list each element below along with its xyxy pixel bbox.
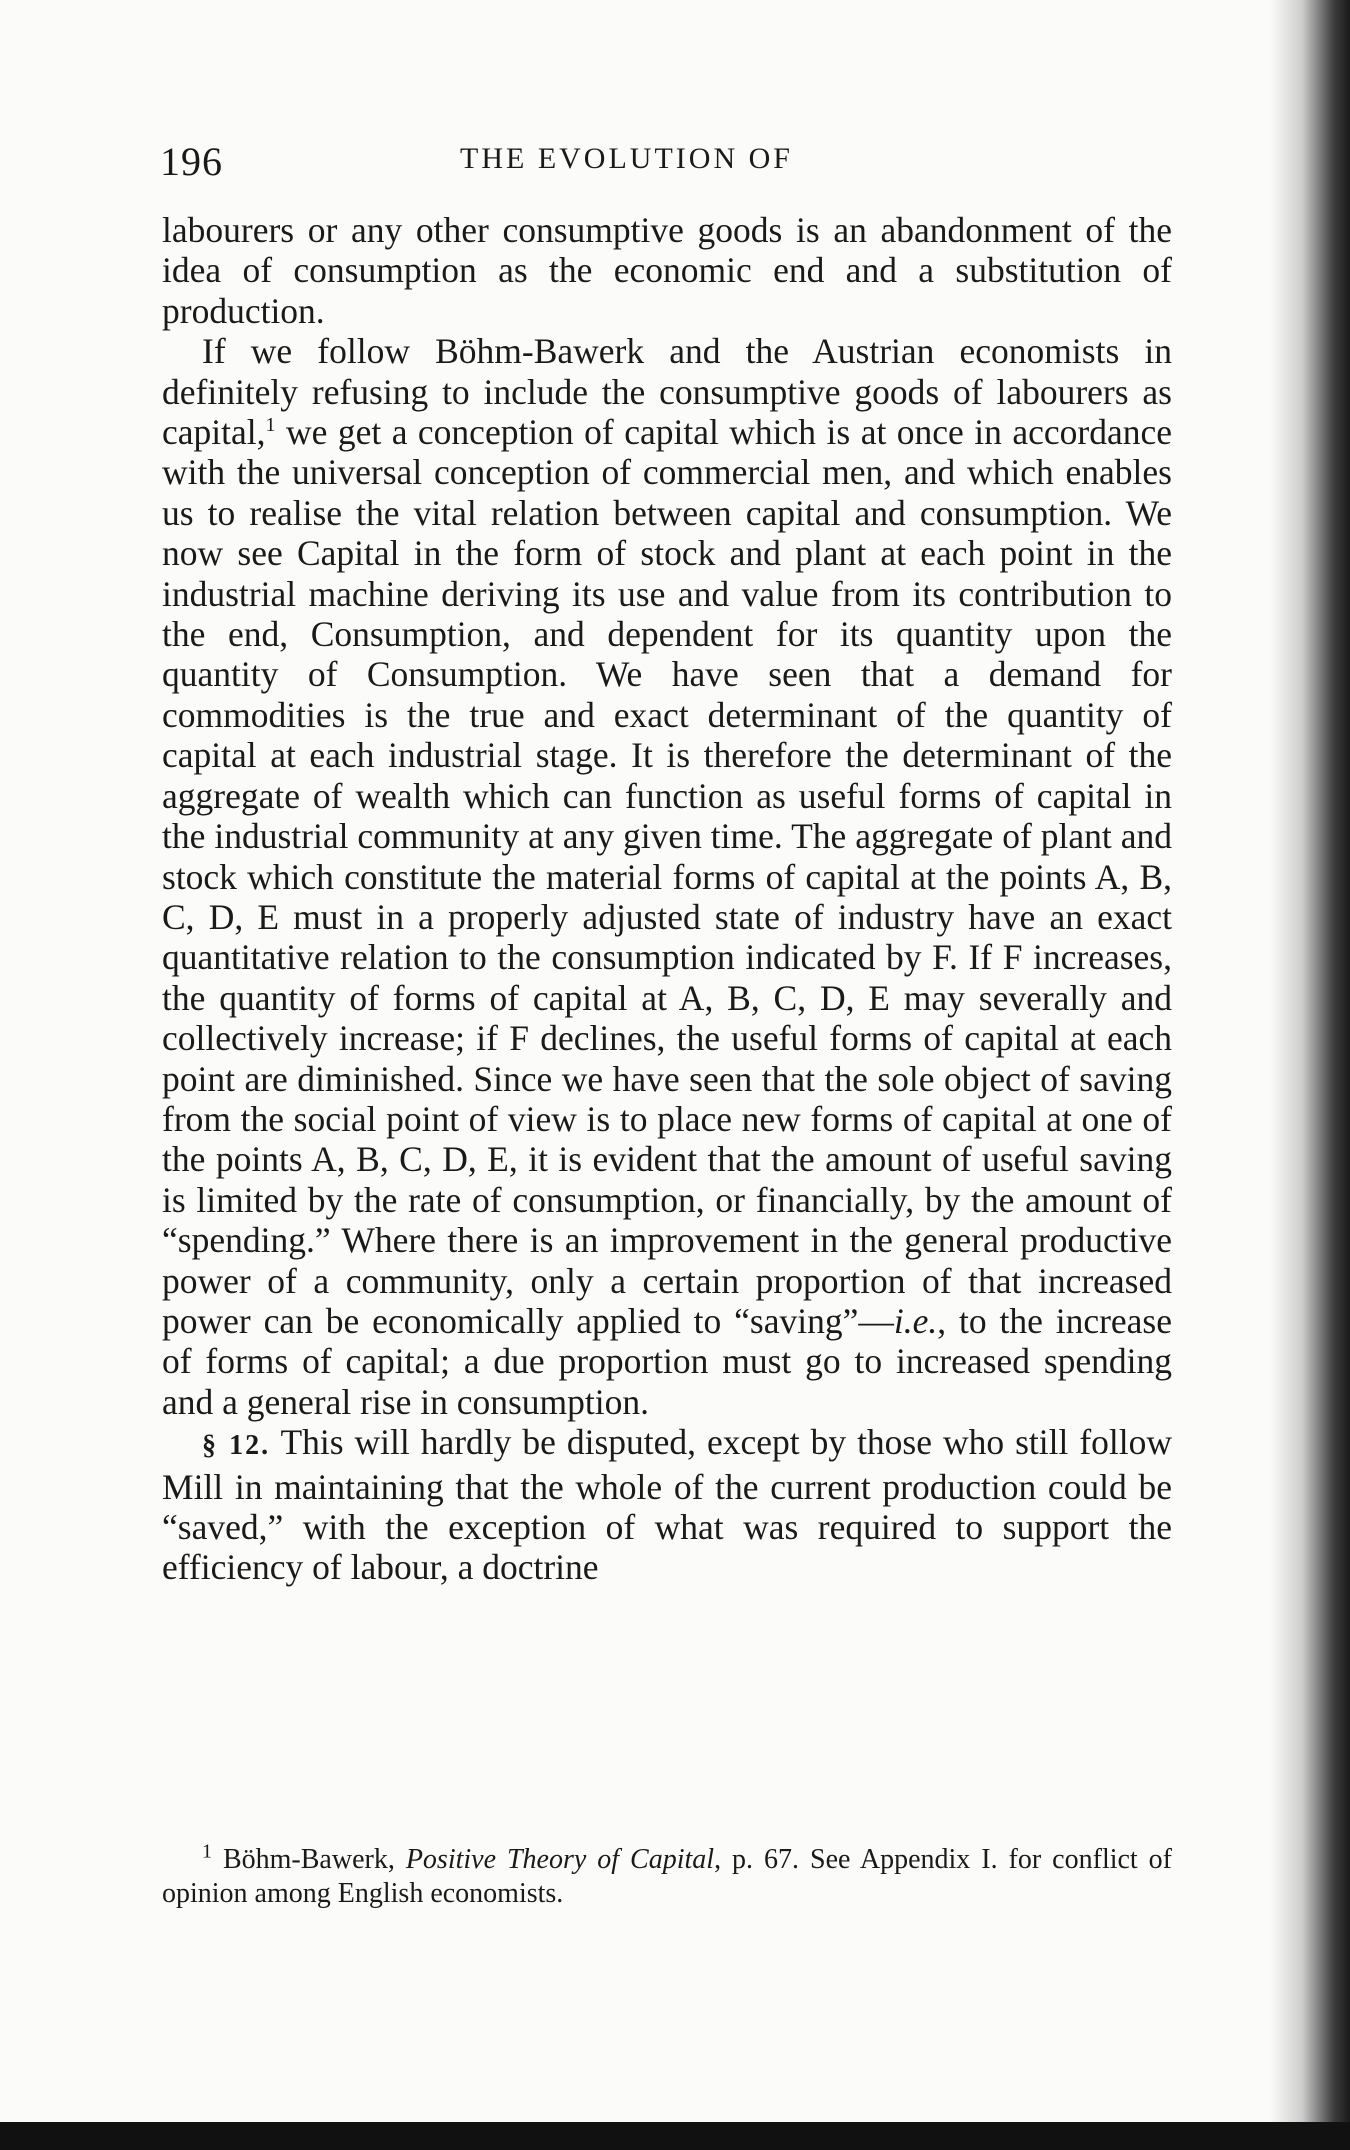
- footnote-author: Böhm-Bawerk,: [212, 1844, 406, 1875]
- footnote-rest: , p. 67. See Appendix I. for conflict of opinion among English economists.: [162, 1844, 1173, 1909]
- footnote-title: Positive Theory of Capital: [405, 1844, 715, 1875]
- paragraph-2-text-a: If we follow Böhm-Bawerk and the Austrian economists in definitely refusing to include the consumptive goods of labourers as capital,: [162, 331, 1172, 453]
- footnote-marker: 1: [202, 1840, 212, 1863]
- footnote-ref-1: 1: [265, 414, 276, 437]
- paragraph-2-italic: i.e.: [893, 1300, 938, 1341]
- section-number: § 12.: [202, 1430, 271, 1462]
- paragraph-2-text-c: , to the increase of forms of capital; a due proportion must go to increased spending and a general rise in consumption.: [162, 1300, 1172, 1422]
- footnote-1: [162, 1840, 1173, 1911]
- page-header: [160, 138, 1170, 182]
- paragraph-1: [162, 210, 1172, 331]
- scan-bottom-border: [0, 2122, 1350, 2150]
- paragraph-3: [162, 1422, 1172, 1588]
- page-edge-shadow: [1270, 0, 1350, 2150]
- paragraph-1-text: labourers or any other consumptive goods is an abandonment of the idea of consumption as the economic end and a substitution of production.: [162, 210, 1172, 331]
- page-number: 196: [160, 139, 223, 184]
- footnotes: [162, 1840, 1173, 1911]
- paragraph-2: [162, 331, 1172, 1422]
- paragraph-2-text-b: we get a conception of capital which is at once in accordance with the universal conception of commercial men, and which enables us to realise the vital relation between capital and consumption. We now see Capital in the form of stock and plant at each point in the industrial machine deriving its use and value from its contribution to the end, Consumption, and dependent for its quantity upon the quantity of Consumption. We have seen that a demand for commodities is the true and exact determinant of the quantity of capital at each industrial stage. It is therefore the determinant of the aggregate of wealth which can function as useful forms of capital in the industrial community at any given time. The aggregate of plant and stock which constitute the material forms of capital at the points A, B, C, D, E must in a properly adjusted state of industry have an exact quantitative relation to the consumption indicated by F. If F increases, the quantity of forms of capital at A, B, C, D, E may severally and collectively increase; if F declines, the useful forms of capital at each point are diminished. Since we have seen that the sole object of saving from the social point of view is to place new forms of capital at one of the points A, B, C, D, E, it is evident that the amount of useful saving is limited by the rate of consumption, or financially, by the amount of “spending.” Where there is an improvement in the general productive power of a community, only a certain proportion of that increased power can be economically applied to “saving”—: [162, 412, 1172, 1341]
- body-text: [162, 210, 1172, 1588]
- running-head: THE EVOLUTION OF: [460, 142, 793, 175]
- paragraph-3-text: This will hardly be disputed, except by those who still follow Mill in maintaining that the whole of the current production could be “saved,” with the exception of what was required to support the efficiency of labour, a doctrine: [162, 1422, 1173, 1588]
